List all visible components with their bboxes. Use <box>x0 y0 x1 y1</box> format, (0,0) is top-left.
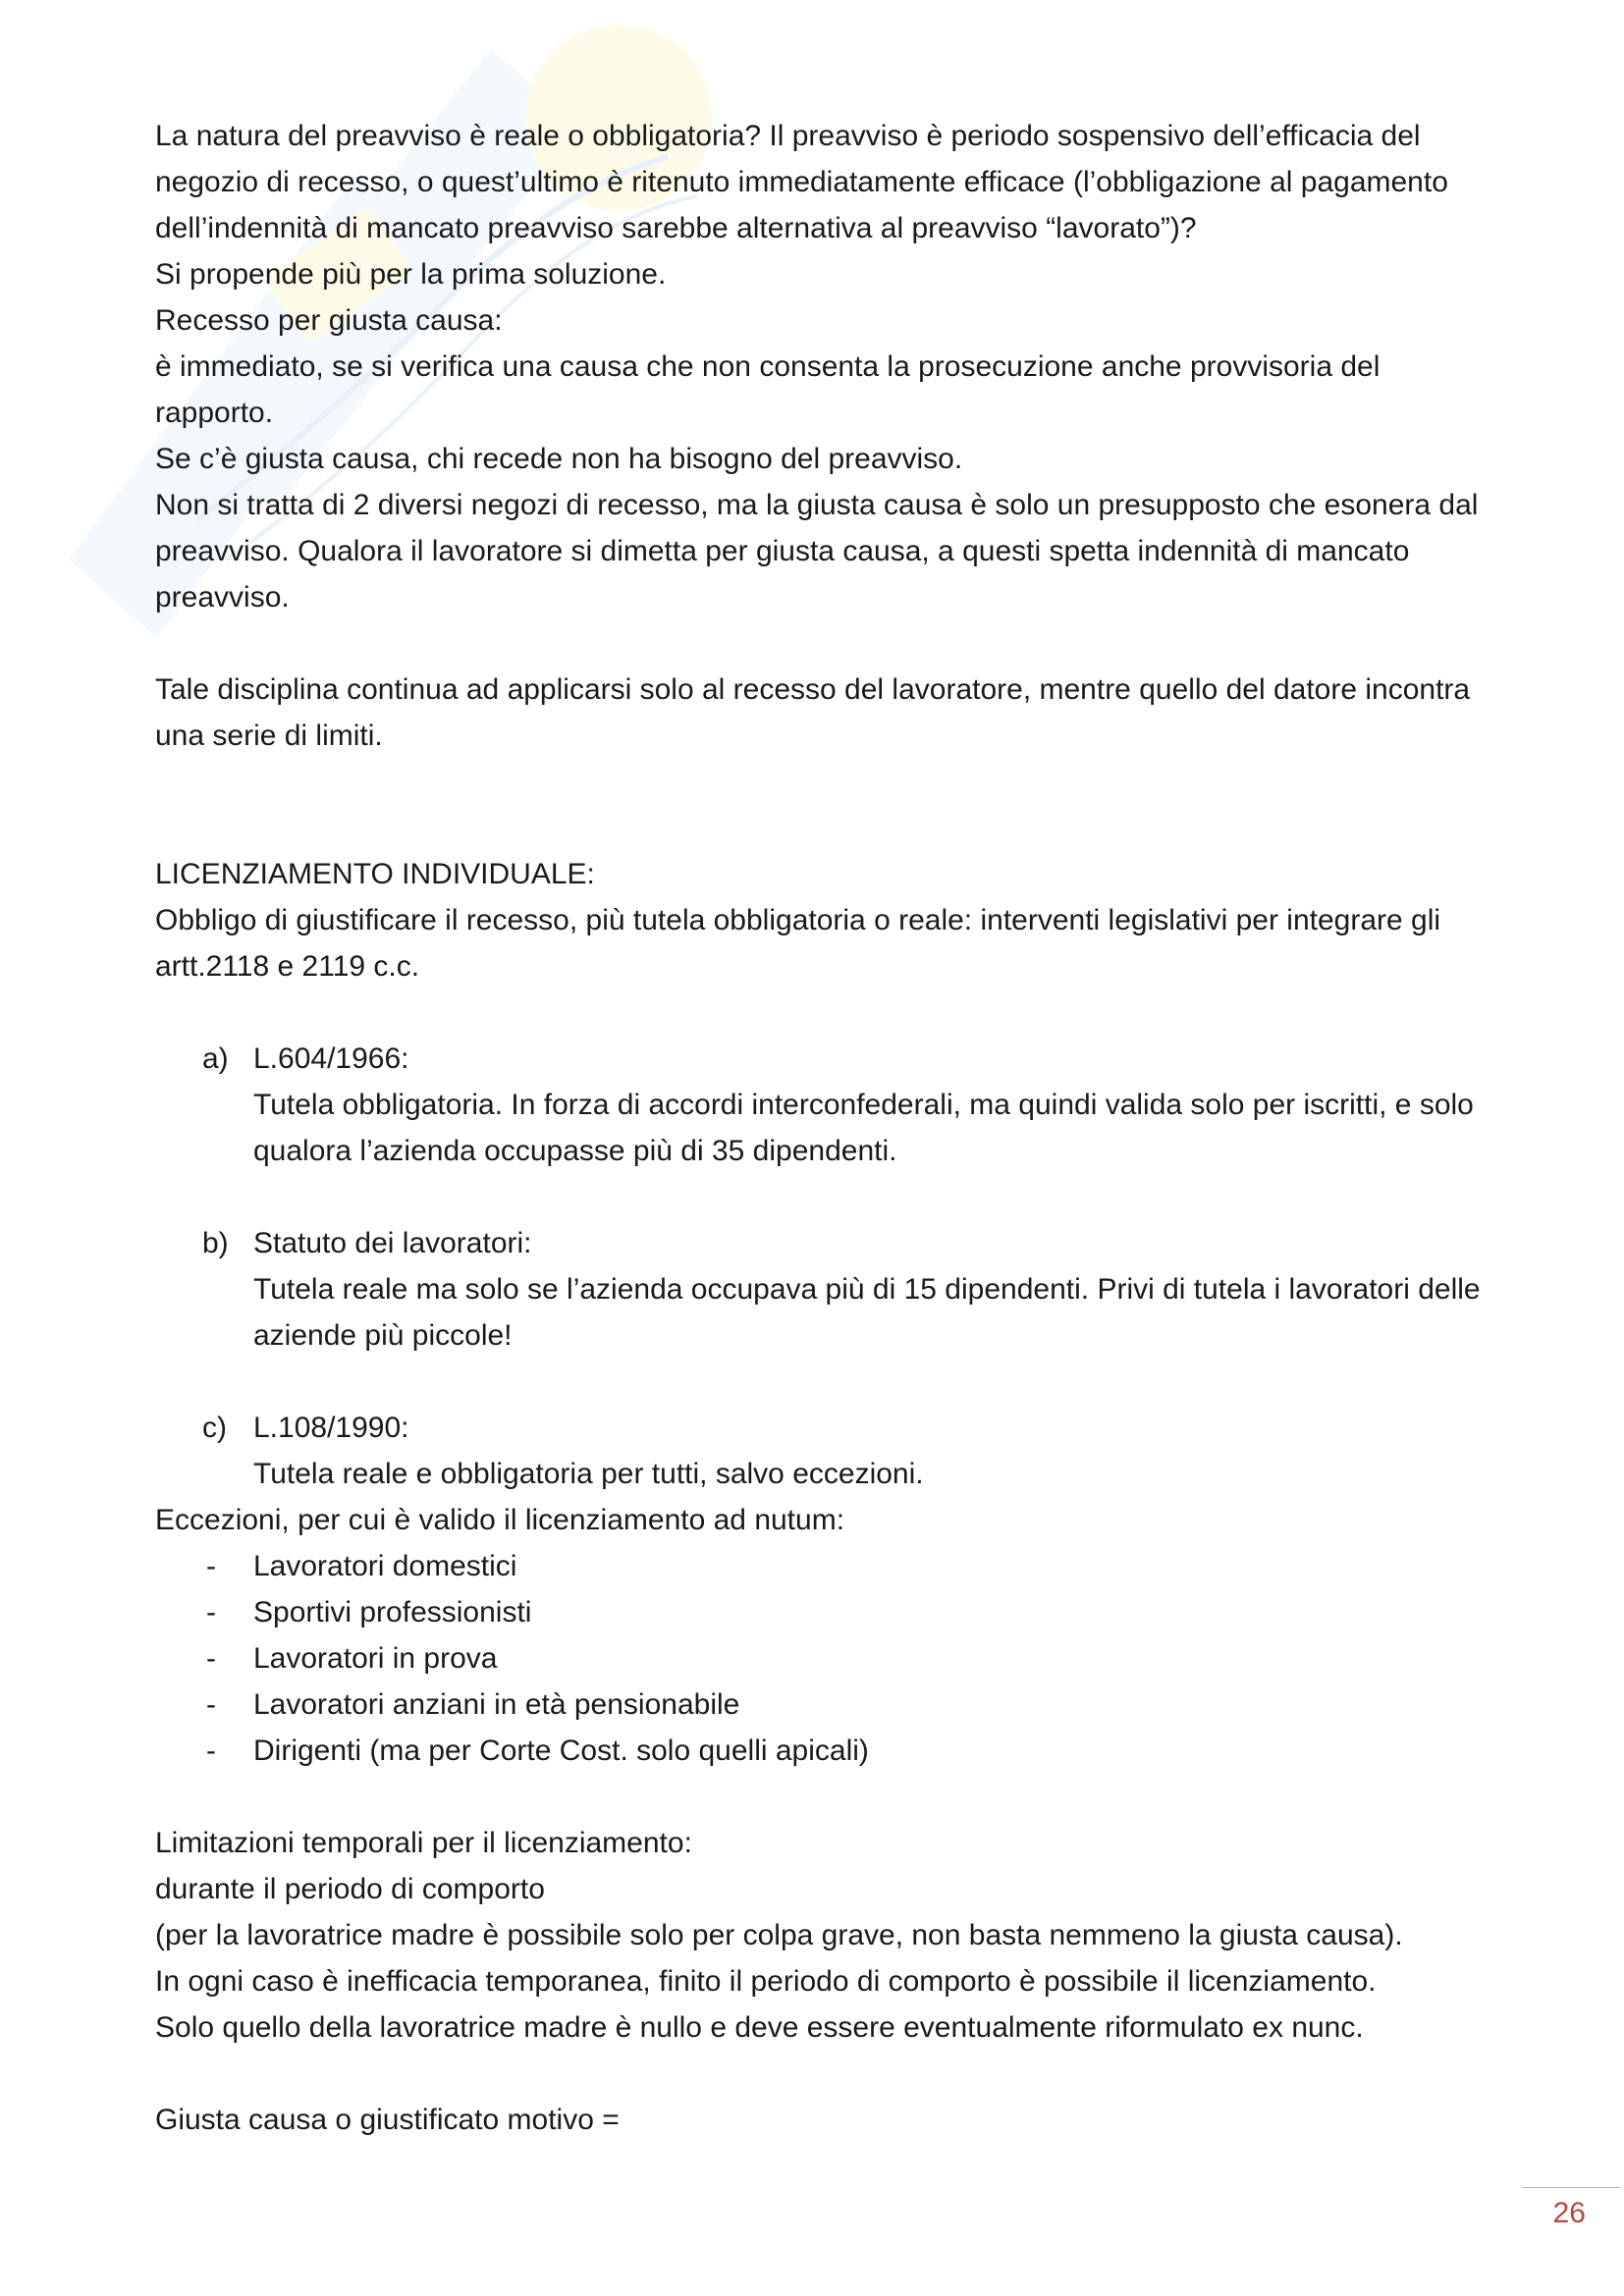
exception-item <box>155 1728 1500 1774</box>
exception-item <box>155 1589 1500 1635</box>
section-intro: Obbligo di giustificare il recesso, più tutela obbligatoria o reale: interventi legislativi per integrare gli artt.2118 e 2119 c.c. <box>155 904 1441 983</box>
exception-text: Dirigenti (ma per Corte Cost. solo quelli apicali) <box>253 1735 869 1767</box>
intro-paragraph-2: Si propende più per la prima soluzione. <box>155 258 667 291</box>
law-text: Tutela reale e obbligatoria per tutti, salvo eccezioni. <box>253 1458 924 1490</box>
dash-marker: - <box>206 1596 216 1629</box>
exception-item <box>155 1635 1500 1682</box>
temporal-heading: Limitazioni temporali per il licenziamento: <box>155 1827 692 1859</box>
law-text: Tutela obbligatoria. In forza di accordi interconfederali, ma quindi valida solo per iscritti, e solo qualora l’azienda occupasse più di 35 dipendenti. <box>253 1089 1474 1167</box>
exception-text: Lavoratori anziani in età pensionabile <box>253 1688 740 1721</box>
list-marker: c) <box>202 1412 227 1444</box>
footer-divider <box>1522 2187 1620 2188</box>
temporal-line: In ogni caso è inefficacia temporanea, finito il periodo di comporto è possibile il licenziamento. <box>155 1965 1377 1998</box>
law-list <box>155 1036 1500 1497</box>
temporal-line: (per la lavoratrice madre è possibile solo per colpa grave, non basta nemmeno la giusta causa). <box>155 1919 1403 1951</box>
page-content <box>155 113 1500 2143</box>
recesso-heading: Recesso per giusta causa: <box>155 304 503 337</box>
intro-paragraph-1: La natura del preavviso è reale o obbligatoria? Il preavviso è periodo sospensivo dell’efficacia del negozio di recesso, o quest’ultimo è ritenuto immediatamente efficace (l’obbligazione al pagamento dell’indennità di mancato preavviso sarebbe alternativa al preavviso “lavorato”)? <box>155 120 1448 244</box>
recesso-paragraph-2: Se c’è giusta causa, chi recede non ha bisogno del preavviso. <box>155 443 963 475</box>
list-spacer <box>155 1359 1500 1405</box>
temporal-line: durante il periodo di comporto <box>155 1873 545 1905</box>
law-list-item <box>155 1220 1500 1359</box>
list-marker: a) <box>202 1042 229 1075</box>
section-heading: LICENZIAMENTO INDIVIDUALE: <box>155 858 595 890</box>
law-title: L.108/1990: <box>253 1412 409 1444</box>
dash-marker: - <box>206 1642 216 1675</box>
law-list-item <box>155 1036 1500 1174</box>
law-title: L.604/1966: <box>253 1042 409 1075</box>
exception-text: Sportivi professionisti <box>253 1596 532 1629</box>
recesso-paragraph-1: è immediato, se si verifica una causa che non consenta la prosecuzione anche provvisoria del rapporto. <box>155 350 1380 429</box>
final-line: Giusta causa o giustificato motivo = <box>155 2104 620 2136</box>
law-list-item <box>155 1405 1500 1497</box>
temporal-line: Solo quello della lavoratrice madre è nullo e deve essere eventualmente riformulato ex nunc. <box>155 2011 1364 2044</box>
exception-text: Lavoratori in prova <box>253 1642 498 1675</box>
exceptions-list <box>155 1543 1500 1774</box>
list-spacer <box>155 1174 1500 1220</box>
exception-text: Lavoratori domestici <box>253 1550 517 1582</box>
exception-item <box>155 1543 1500 1589</box>
law-text: Tutela reale ma solo se l’azienda occupava più di 15 dipendenti. Privi di tutela i lavoratori delle aziende più piccole! <box>253 1273 1481 1352</box>
exceptions-intro: Eccezioni, per cui è valido il licenziamento ad nutum: <box>155 1504 845 1536</box>
dash-marker: - <box>206 1688 216 1721</box>
recesso-paragraph-3: Non si tratta di 2 diversi negozi di recesso, ma la giusta causa è solo un presupposto che esonera dal preavviso. Qualora il lavoratore si dimetta per giusta causa, a questi spetta indennità di mancato preavviso. <box>155 489 1479 614</box>
law-title: Statuto dei lavoratori: <box>253 1227 532 1259</box>
dash-marker: - <box>206 1550 216 1582</box>
dash-marker: - <box>206 1735 216 1767</box>
exception-item <box>155 1682 1500 1728</box>
page-number: 26 <box>1552 2197 1586 2229</box>
discipline-paragraph: Tale disciplina continua ad applicarsi solo al recesso del lavoratore, mentre quello del datore incontra una serie di limiti. <box>155 673 1471 752</box>
list-marker: b) <box>202 1227 229 1259</box>
